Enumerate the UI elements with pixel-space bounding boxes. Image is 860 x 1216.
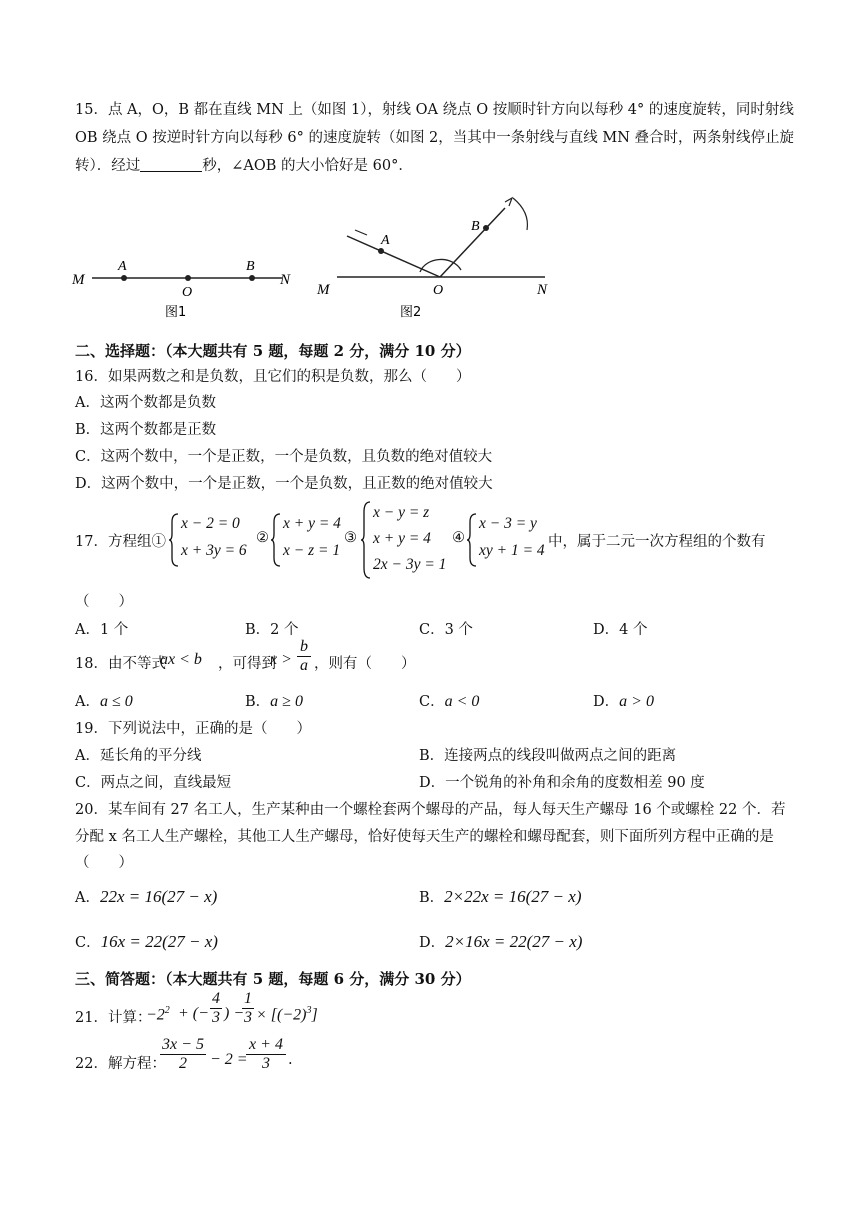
q16-option-a[interactable]: A．这两个数都是负数 bbox=[75, 395, 216, 411]
q21-expr bbox=[146, 1005, 170, 1024]
section-2-heading: 二、选择题：（本大题共有 5 题，每题 2 分，满分 10 分） bbox=[75, 342, 471, 360]
q22-prefix: 22．解方程： bbox=[75, 1056, 166, 1072]
q20-line1: 20．某车间有 27 名工人，生产某种由一个螺栓套两个螺母的产品，每人每天生产螺母 16 个或螺栓 22 个．若 bbox=[75, 802, 786, 818]
q21-part4 bbox=[256, 1005, 318, 1024]
fig1-caption: 图1 bbox=[165, 305, 187, 320]
brace-icon bbox=[168, 512, 180, 568]
q21-f2-den: 3 bbox=[244, 1009, 252, 1026]
q17-option-c[interactable]: C．3 个 bbox=[419, 622, 473, 638]
q21-f2-num: 1 bbox=[244, 990, 252, 1007]
q22-f1-num: 3x − 5 bbox=[162, 1036, 204, 1053]
q18-fraction bbox=[297, 638, 311, 675]
q15-line2: OB 绕点 O 按逆时针方向以每秒 6° 的速度旋转（如图 2，当其中一条射线与直线 MN 叠合时，两条射线停止旋 bbox=[75, 130, 795, 146]
q20-option-c[interactable] bbox=[75, 931, 218, 952]
q21-exp2: 3 bbox=[306, 1005, 312, 1016]
q17-circled-2: ② bbox=[256, 530, 269, 546]
q20-option-a-label: A． bbox=[75, 890, 100, 906]
q22-f2-num: x + 4 bbox=[249, 1036, 283, 1053]
q22-end: . bbox=[288, 1052, 293, 1068]
q18-prefix: 18．由不等式 bbox=[75, 656, 166, 672]
q18-option-c-math: a < 0 bbox=[444, 693, 480, 710]
q15-line3-start: 转）．经过 bbox=[75, 158, 141, 174]
q22-f1-den: 2 bbox=[160, 1054, 206, 1073]
q20-line2: 分配 x 名工人生产螺栓，其他工人生产螺母，恰好使每天生产的螺栓和螺母配套，则下面所列方程中正确的是 bbox=[75, 829, 774, 845]
figure-2 bbox=[315, 190, 565, 325]
brace-icon bbox=[270, 512, 282, 568]
q21-prefix: 21．计算： bbox=[75, 1010, 152, 1026]
q18-option-b[interactable] bbox=[245, 690, 303, 711]
q17-s2-eq2: x − z = 1 bbox=[283, 542, 341, 559]
q17-s1-eq2: x + 3y = 6 bbox=[181, 542, 247, 559]
q20-option-b-label: B． bbox=[419, 890, 445, 906]
fig1-label-o: O bbox=[182, 285, 193, 300]
q17-s4-eq2: xy + 1 = 4 bbox=[479, 542, 545, 559]
q18-x-gt: x > bbox=[270, 651, 292, 668]
q17-s4-eq1: x − 3 = y bbox=[479, 515, 537, 532]
q20-option-b-math: 2×22x = 16(27 − x) bbox=[444, 887, 582, 906]
q21-part3: ) − bbox=[224, 1005, 245, 1022]
q19-option-b[interactable]: B．连接两点的线段叫做两点之间的距离 bbox=[419, 748, 677, 764]
brace-icon bbox=[360, 500, 372, 580]
q20-option-d-math: 2×16x = 22(27 − x) bbox=[445, 932, 583, 951]
q17-suffix: 中，属于二元一次方程组的个数有 bbox=[548, 534, 766, 550]
q17-circled-3: ③ bbox=[344, 530, 357, 546]
q17-s3-eq3: 2x − 3y = 1 bbox=[373, 556, 447, 573]
q18-option-d-math: a > 0 bbox=[619, 693, 654, 710]
fig2-caption: 图2 bbox=[400, 305, 422, 320]
q16-stem: 16．如果两数之和是负数，且它们的积是负数，那么（ ） bbox=[75, 369, 471, 385]
answer-blank[interactable] bbox=[140, 170, 202, 172]
fig2-label-a: A bbox=[381, 233, 390, 248]
q22-fraction-2 bbox=[246, 1036, 286, 1073]
q22-fraction-1 bbox=[160, 1036, 206, 1073]
q18-option-b-math: a ≥ 0 bbox=[270, 693, 303, 710]
q20-paren: （ ） bbox=[75, 855, 133, 871]
q17-prefix: 17．方程组① bbox=[75, 534, 166, 550]
q21-exp1: 2 bbox=[164, 1005, 170, 1016]
q18-option-d-label: D． bbox=[593, 694, 620, 710]
q16-option-d[interactable]: D．这两个数中，一个是正数，一个是负数，且正数的绝对值较大 bbox=[75, 476, 493, 492]
q18-option-a-math: a ≤ 0 bbox=[99, 693, 133, 710]
q15-line3-end: 秒，∠AOB 的大小恰好是 60°． bbox=[202, 158, 413, 174]
q20-option-b[interactable] bbox=[419, 886, 581, 907]
q17-circled-4: ④ bbox=[452, 530, 465, 546]
q18-option-c[interactable] bbox=[419, 690, 479, 711]
section-3-heading: 三、简答题：（本大题共有 5 题，每题 6 分，满分 30 分） bbox=[75, 970, 471, 988]
q18-option-b-label: B． bbox=[245, 694, 271, 710]
fig1-label-n: N bbox=[280, 272, 291, 288]
figure-1 bbox=[70, 248, 300, 323]
q17-option-d[interactable]: D．4 个 bbox=[593, 622, 648, 638]
q20-option-d-label: D． bbox=[419, 935, 446, 951]
q20-option-c-math: 16x = 22(27 − x) bbox=[100, 932, 218, 951]
q18-option-c-label: C． bbox=[419, 694, 445, 710]
q19-option-d[interactable]: D．一个锐角的补角和余角的度数相差 90 度 bbox=[419, 775, 705, 791]
q18-option-a[interactable] bbox=[75, 690, 133, 711]
q20-option-a[interactable] bbox=[75, 886, 217, 907]
fig2-label-o: O bbox=[433, 283, 444, 298]
q17-s3-eq2: x + y = 4 bbox=[373, 530, 431, 547]
q20-option-c-label: C． bbox=[75, 935, 101, 951]
q21-fraction-1 bbox=[210, 990, 222, 1027]
q18-suffix: ，则有（ ） bbox=[314, 656, 416, 672]
q18-denominator: a bbox=[297, 656, 311, 675]
q17-s2-eq1: x + y = 4 bbox=[283, 515, 341, 532]
q18-option-a-label: A． bbox=[75, 694, 100, 710]
q17-s1-eq1: x − 2 = 0 bbox=[181, 515, 240, 532]
fig1-label-a: A bbox=[118, 259, 127, 274]
q17-s3-eq1: x − y = z bbox=[373, 504, 430, 521]
fig2-label-b: B bbox=[471, 219, 480, 234]
q16-option-b[interactable]: B．这两个数都是正数 bbox=[75, 422, 217, 438]
q20-option-d[interactable] bbox=[419, 931, 582, 952]
fig2-label-m: M bbox=[317, 282, 330, 298]
q18-option-d[interactable] bbox=[593, 690, 654, 711]
q15-line1: 15．点 A，O，B 都在直线 MN 上（如图 1），射线 OA 绕点 O 按顺时针方向以每秒 4° 的速度旋转，同时射线 bbox=[75, 102, 794, 118]
q16-option-c[interactable]: C．这两个数中，一个是正数，一个是负数，且负数的绝对值较大 bbox=[75, 449, 493, 465]
q21-part1: −2 bbox=[146, 1006, 165, 1024]
q22-f2-den: 3 bbox=[246, 1054, 286, 1073]
q17-paren: （ ） bbox=[75, 594, 133, 610]
fig2-label-n: N bbox=[537, 282, 548, 298]
q17-option-b[interactable]: B．2 个 bbox=[245, 622, 299, 638]
q22-mid: − 2 = bbox=[210, 1051, 248, 1068]
fig1-label-b: B bbox=[246, 259, 255, 274]
q21-f1-den: 3 bbox=[212, 1009, 220, 1026]
brace-icon bbox=[466, 512, 478, 568]
fig1-label-m: M bbox=[72, 272, 85, 288]
q18-inequality: ax < b bbox=[160, 651, 202, 668]
q18-numerator: b bbox=[300, 638, 308, 655]
q15-line3 bbox=[75, 154, 413, 175]
q21-f1-num: 4 bbox=[212, 990, 220, 1007]
q19-option-c[interactable]: C．两点之间，直线最短 bbox=[75, 775, 232, 791]
q21-part4-text: × [(−2) bbox=[256, 1006, 307, 1024]
q17-option-a[interactable]: A．1 个 bbox=[75, 622, 129, 638]
q20-option-a-math: 22x = 16(27 − x) bbox=[99, 887, 218, 906]
q18-mid: ，可得到 bbox=[218, 656, 276, 672]
q21-part5: ] bbox=[311, 1006, 318, 1024]
q21-fraction-2 bbox=[242, 990, 254, 1027]
q19-stem: 19．下列说法中，正确的是（ ） bbox=[75, 721, 311, 737]
q21-part2: + (− bbox=[178, 1005, 209, 1022]
q19-option-a[interactable]: A．延长角的平分线 bbox=[75, 748, 202, 764]
